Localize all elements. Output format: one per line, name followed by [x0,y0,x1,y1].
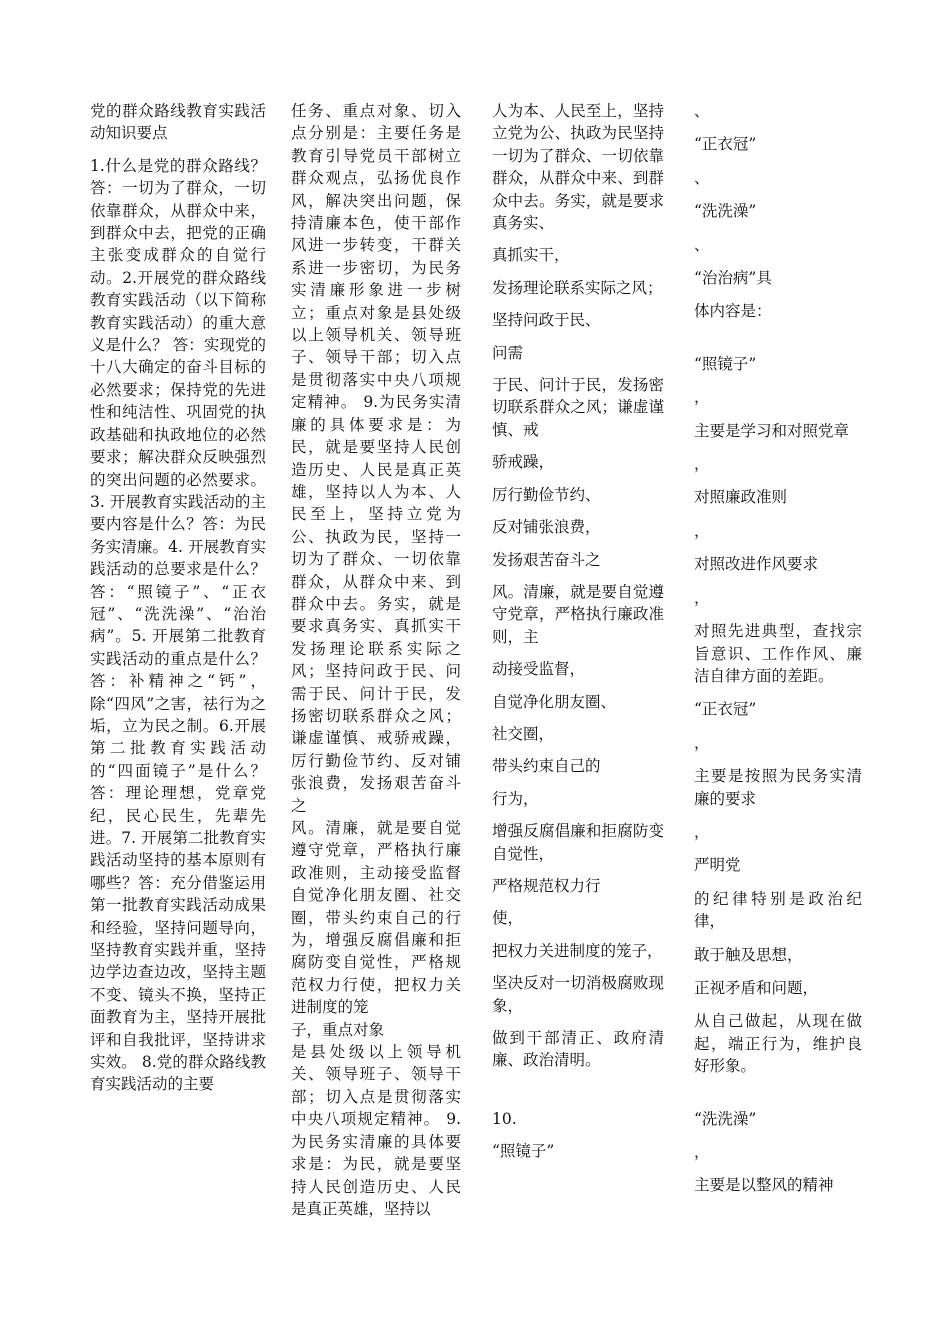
column-2-body: 任务、重点对象、切入点分别是：主要任务是教育引导党员干部树立群众观点，弘扬优良作风，解决突出问题，保持清廉本色，使干部作风进一步转变，干群关系进一步密切，为民务实清廉形象进一步树立；重点对象是县处级以上领导机关、领导班子、领导干部；切入点是贯彻落实中央八项规定精神。 9.为民务实清廉的具体要求是：为民，就是要坚持人民创造历史、人民是真正英雄，坚持以人为本、人民至上，坚持立党为公、执政为民，坚持一切为了群众、一切依靠群众，从群众中来、到群众中去。务实，就是要求真务实、真抓实干发扬理论联系实际之风；坚持问政于民、问需于民、问计于民，发扬密切联系群众之风；谦虚谨慎、戒骄戒躁，厉行勤俭节约、反对铺张浪费，发扬艰苦奋斗之 风。清廉，就是要自觉遵守党章，严格执行廉政准则，主动接受监督自觉净化朋友圈、社交圈，带头约束自己的行为，增强反腐倡廉和拒腐防变自觉性，严格规范权力行使，把权力关进制度的笼 子，重点对象 是县处级以上领导机关、领导班子、领导干部；切入点是贯彻落实中央八项规定精神。 9.为民务实清廉的具体要求是：为民，就是要坚持人民创造历史、人民是真正英雄，坚持以 [291,102,461,1218]
column-3-paragraph: 反对铺张浪费， [492,518,601,537]
column-3-paragraph: 把权力关进制度的笼子， [492,941,663,960]
column-4-paragraph: 、 [694,102,710,120]
column-4-paragraph: 对照先进典型，查找宗旨意识、工作作风、廉洁自律方面的差距。 [694,622,862,685]
column-3-paragraph: 自觉净化朋友圈、 [492,692,617,711]
column-4-paragraph: 敢于触及思想， [694,945,803,964]
column-3-paragraph: 使， [492,909,524,928]
column-3-paragraph: 厉行勤俭节约、 [492,485,601,504]
column-4-paragraph: 、 [694,235,710,254]
column-4-paragraph: 的纪律特别是政治纪律， [694,889,862,931]
column-4-paragraph: ， [694,822,710,841]
column-4-paragraph: ， [694,455,710,474]
column-3-paragraph: 做到干部清正、政府清廉、政治清明。 [492,1029,664,1070]
column-4-paragraph: ， [694,1143,710,1161]
column-3-paragraph: 发扬理论联系实际之风； [492,278,663,297]
column-4-paragraph: 主要是按照为民务实清廉的要求 [694,767,862,808]
column-3-paragraph: 坚持问政于民、 [492,311,601,330]
column-1-body: 1.什么是党的群众路线？答：一切为了群众，一切依靠群众，从群众中来，到群众中去，把党的正确主张变成群众的自觉行动。2.开展党的群众路线教育实践活动（以下简称教育实践活动）的重大意义是什么？ 答：实现党的十八大确定的奋斗目标的必然要求；保持党的先进性和纯洁性、巩固党的执政基础和执政地位的必然要求；解决群众反映强烈的突出问题的必然要求。3. 开展教育实践活动的主要内容是什么？答：为民务实清廉。4. 开展教育实践活动的总要求是什么？答：“照镜子”、“正衣冠”、“洗洗澡”、“治治病”。5. 开展第二批教育实践活动的重点是什么？答：补精神之“钙”，除“四风”之害，祛行为之垢，立为民之制。6.开展第二批教育实践活动的“四面镜子”是什么？ 答：理论理想，党章党纪，民心民生，先辈先进。7. 开展第二批教育实践活动坚持的基本原则有哪些？答：充分借鉴运用第一批教育实践活动成果和经验，坚持问题导向，坚持教育实践并重，坚持边学边查边改，坚持主题不变、镜头不换，坚持正面教育为主，坚持开展批评和自我批评，坚持讲求实效。 8.党的群众路线教育实践活动的主要 [90,156,266,1094]
column-4-paragraph: 从自己做起，从现在做起，端正行为，维护良好形象。 [694,1012,862,1076]
column-3-paragraph: 严格规范权力行 [492,876,601,895]
column-4-paragraph: “正衣冠” [694,135,757,154]
column-4-paragraph: 对照廉政准则 [694,488,788,507]
column-3-paragraph: 于民、问计于民，发扬密切联系群众之风；谦虚谨慎、戒 [492,376,664,439]
column-3-paragraph: 骄戒躁， [492,453,555,472]
column-3-paragraph: 发扬艰苦奋斗之 [492,550,601,569]
column-4-paragraph: “洗洗澡” [694,202,757,221]
column-4-paragraph: ， [694,733,710,752]
column-3-paragraph: 坚决反对一切消极腐败现象， [492,974,664,1015]
column-4-paragraph: 体内容是： [694,302,772,321]
column-4-paragraph: ， [694,388,710,407]
column-4-paragraph: 、 [694,168,710,187]
document-title: 党的群众路线教育实践活动知识要点 [90,102,266,143]
column-3 [492,100,664,1173]
column-4-paragraph: 主要是以整风的精神 [694,1176,834,1195]
column-1 [90,100,266,1096]
column-3-paragraph: 问需 [492,343,524,362]
column-3-item-number: 10. [492,1109,517,1128]
column-3-paragraph: 动接受监督， [492,660,586,679]
column-3-paragraph: “照镜子” [492,1142,555,1161]
column-4-paragraph: “治治病”具 [694,269,772,288]
column-4-paragraph: “洗洗澡” [694,1109,757,1128]
column-3-paragraph: 带头约束自己的 [492,757,601,776]
column-3-paragraph: 人为本、人民至上，坚持立党为公、执政为民坚持一切为了群众、一切依靠群众，从群众中来、到群众中去。务实，就是要求真务实、 [492,102,664,233]
column-3-paragraph: 风。清廉，就是要自觉遵守党章，严格执行廉政准则，主 [492,582,664,646]
column-4-paragraph: ， [694,588,710,607]
column-3-paragraph: 行为， [492,789,539,808]
column-4-paragraph: 严明党 [694,856,741,875]
column-4-paragraph: “照镜子” [694,354,757,373]
column-4-paragraph: ， [694,521,710,540]
column-4-paragraph: 正视矛盾和问题， [694,978,819,997]
column-4 [694,100,862,1208]
column-4-paragraph: “正衣冠” [694,700,757,719]
column-2 [291,100,461,1220]
column-4-paragraph: 主要是学习和对照党章 [694,421,850,440]
column-4-paragraph: 对照改进作风要求 [694,555,819,574]
column-3-paragraph: 增强反腐倡廉和拒腐防变自觉性， [492,822,664,863]
column-3-paragraph: 真抓实干， [492,246,570,265]
column-3-paragraph: 社交圈， [492,724,555,743]
